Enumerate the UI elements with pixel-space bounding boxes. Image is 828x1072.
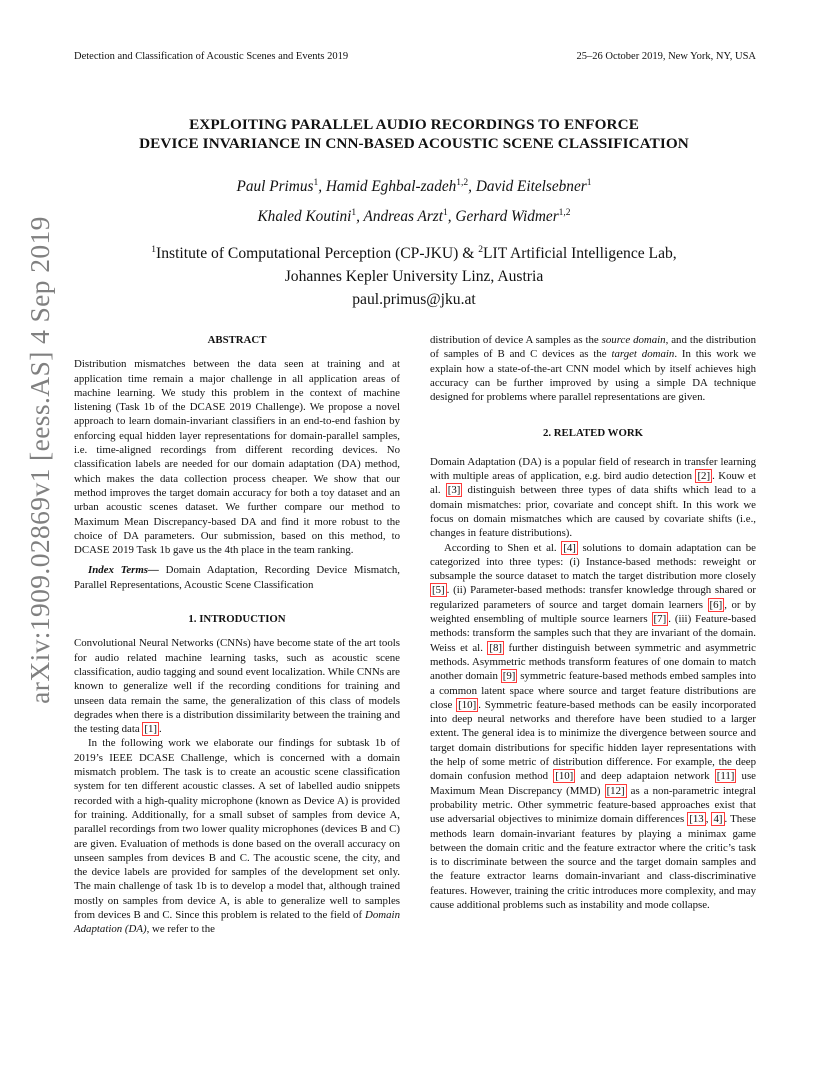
text-run: distinguish between three types of data shifts which lead to a domain mismatches: prior, covariate and concept shift. In this work we focus on domain mismatches which are caused by covariate shifts (i.e., changes in feature distributions). <box>430 484 756 540</box>
affil-sup: 2 <box>478 245 484 255</box>
text-run: Domain Adaptation (DA) <box>74 908 400 936</box>
author-affil-sup: 1 <box>442 208 448 219</box>
author-affil-sup: 1,2 <box>558 208 571 219</box>
citation-link[interactable]: [12] <box>606 784 625 797</box>
citation-link[interactable]: [6] <box>709 598 723 611</box>
text-run: . Symmetric feature-based methods can be easily incorporated into deep neural networks and therefore have been studied to a larger extent. The general idea is to minimize the divergence between source and target domain distributions for specific hidden layer representations with the help of some metric of distribution difference. For example, the deep domain confusion method <box>430 698 756 783</box>
index-terms-label: Index Terms— <box>88 564 159 577</box>
related-work-heading: 2. RELATED WORK <box>542 427 644 440</box>
citation-link[interactable]: [13 <box>689 813 704 826</box>
left-column <box>74 333 400 937</box>
author-affil-sup: 1 <box>586 178 592 188</box>
affiliation-line-1 <box>0 239 828 265</box>
affil-institute-2: LIT Artificial Intelligence Lab, <box>483 245 677 263</box>
col2-paragraph-0 <box>430 333 756 404</box>
text-run: According to Shen et al. <box>444 541 562 554</box>
affil-sup: 1 <box>151 245 157 255</box>
text-run: , or by weighted ensembling of multiple source learners <box>430 598 756 626</box>
citation-link[interactable]: [9] <box>502 670 516 683</box>
citation-link[interactable]: 4] <box>713 813 723 826</box>
author-email[interactable]: paul.primus@jku.at <box>352 291 476 309</box>
text-run: . In this work we explain how a state-of-the-art CNN model which by itself achieves high accuracy can be further improved by using a simple DA technique designed for problems where parallel representations are given. <box>430 348 756 404</box>
citation-link[interactable]: [10] <box>458 698 477 711</box>
author-affil-sup: 1 <box>351 208 357 219</box>
citation-link[interactable]: [3] <box>447 484 461 497</box>
text-run: . (iii) Feature-based methods: transform the samples such that they are invariant of the domain. Weiss et al. <box>430 613 756 654</box>
index-terms-text: Domain Adaptation, Recording Device Mismatch, Parallel Representations, Acoustic Scene Classification <box>74 564 400 591</box>
related-paragraph-1 <box>430 455 756 541</box>
citation-link[interactable]: [1] <box>144 723 158 736</box>
right-column <box>430 333 756 912</box>
index-terms <box>74 563 400 592</box>
text-run: . (ii) Parameter-based methods: transfer knowledge through shared or regularized parameters of source and target domain learners <box>430 584 756 611</box>
intro-paragraph-2 <box>74 736 400 936</box>
citation-link[interactable]: [2] <box>697 470 711 483</box>
text-run: . These methods learn domain-invariant features by playing a minimax game between the domain critic and the feature extractor where the critic’s task is to discriminate between the source and the target domain samples and the feature extractor learns domain-invariant and class-discriminative features. However, training the critic introduces more complexity, and may cause additional problems such as instability and mode collapse. <box>430 813 756 911</box>
related-paragraph-2 <box>430 541 756 913</box>
author-affil-sup: 1,2 <box>456 178 469 188</box>
affiliation-line-2: Johannes Kepler University Linz, Austria <box>284 268 544 286</box>
intro-heading: 1. INTRODUCTION <box>188 613 286 626</box>
text-run: . <box>159 723 162 736</box>
citation-link[interactable]: [10] <box>555 770 574 783</box>
text-run: target domain <box>611 348 675 361</box>
author-name: Khaled Koutini <box>257 208 352 226</box>
title-line-2: DEVICE INVARIANCE IN CNN-BASED ACOUSTIC SCENE CLASSIFICATION <box>139 135 689 152</box>
text-run: as a non-parametric integral probability metric. Other symmetric feature-based approaches exist that use adversarial objectives to minimize domain differences <box>430 784 756 826</box>
text-run: , we refer to the <box>146 923 215 936</box>
text-run: further distinguish between symmetric and asymmetric methods. Asymmetric methods transform features of one domain to match another domain <box>430 641 756 683</box>
title-line-1: EXPLOITING PARALLEL AUDIO RECORDINGS TO ENFORCE <box>189 116 639 133</box>
text-run: Convolutional Neural Networks (CNNs) have become state of the art tools for audio related machine learning tasks, such as acoustic scene classification, audio tagging and sound event localization. While CNNs are known to generalize well if the recording conditions for training and unseen data remain the same, the generalization of this class of models degrades when there is a distribution dissimilarity between the training and the testing data <box>74 637 400 736</box>
abstract-heading: ABSTRACT <box>207 334 267 346</box>
abstract-text: Distribution mismatches between the data seen at training and at application time remain a major challenge in all application areas of machine learning. We study this problem in the context of machine listening (Task 1b of the DCASE 2019 Challenge). We propose a novel approach to learn domain-invariant classifiers in an end-to-end fashion by enforcing equal hidden layer representations for domain-parallel samples, i.e. time-aligned recordings from different recording devices. No classification labels are needed for our domain adaptation (DA) method, which makes the data collection process cheaper. We show that our method improves the target domain accuracy for both a toy dataset and an urban acoustic scenes dataset. We further compare our method to Maximum Mean Discrepancy-based DA and find it more robust to the choice of DA parameters. Our submission, based on this method, to DCASE 2019 Task 1b gave us the 4th place in the team ranking. <box>74 358 400 557</box>
author-name: Paul Primus <box>236 178 314 196</box>
text-run: In the following work we elaborate our findings for subtask 1b of 2019’s IEEE DCASE Challenge, which is concerned with a domain mismatch problem. The task is to create an acoustic scene classification system for ten different acoustic classes. A set of labelled audio snippets recorded with a high-quality microphone (known as Device A) is provided for training. Additionally, for a small subset of samples from device A, parallel recordings from two lower quality microphones (devices B and C) are given. Evaluation of methods is done based on the overall accuracy on unseen samples from devices B and C. The acoustic scene, the city, and the device labels are provided for samples of the development set only. The main challenge of task 1b is to develop a model that, although trained mostly on samples from device A, is able to generalize well to samples from devices B and C. Since this problem is related to the field of <box>74 737 400 921</box>
author-name: David Eitelsebner <box>475 178 587 196</box>
citation-link[interactable]: [4] <box>563 541 576 554</box>
author-line-1: Paul Primus$^1$, Hamid Eghbal-zadeh$^{1,2}$, David Eitelsebner$^1$ <box>236 178 592 196</box>
text-run: source domain <box>601 334 666 346</box>
arxiv-watermark: arXiv:1909.02869v1 [eess.AS] 4 Sep 2019 <box>24 216 55 704</box>
author-list <box>0 170 828 230</box>
text-run: , and the distribution of samples of B and C devices as the <box>430 334 756 361</box>
affiliations <box>0 239 828 311</box>
author-name: Hamid Eghbal-zadeh <box>325 178 457 196</box>
citation-link[interactable]: [11] <box>716 770 735 783</box>
text-run: . Kouw et al. <box>430 470 756 497</box>
text-run: distribution of device A samples as the <box>430 334 602 346</box>
citation-link[interactable]: [5] <box>432 584 445 597</box>
text-run: symmetric feature-based methods embed samples into a common latent space where source and target feature distributions are close <box>430 670 757 711</box>
author-name: Gerhard Widmer <box>455 208 559 226</box>
text-run: Domain Adaptation (DA) is a popular field of research in transfer learning with multiple areas of application, e.g. bird audio detection <box>430 455 756 483</box>
affil-institute-1: Institute of Computational Perception (CP-JKU) & <box>156 245 479 263</box>
text-run: , <box>705 813 712 826</box>
running-header-left: Detection and Classification of Acoustic Scenes and Events 2019 <box>74 51 349 62</box>
citation-link[interactable]: [7] <box>653 613 667 626</box>
text-run: and deep adaptaion network <box>575 770 715 783</box>
intro-paragraph-1 <box>74 636 400 736</box>
citation-link[interactable]: [8] <box>489 641 503 654</box>
text-run: solutions to domain adaptation can be categorized into three types: (i) Instance-based methods: reweight or subsample the source dataset to match the target distribution more closely <box>430 541 756 583</box>
running-header-right: 25–26 October 2019, New York, NY, USA <box>576 51 756 62</box>
author-name: Andreas Arzt <box>363 208 443 226</box>
paper-title <box>0 115 828 153</box>
text-run: use Maximum Mean Discrepancy (MMD) <box>430 770 756 797</box>
author-affil-sup: 1 <box>313 178 319 188</box>
author-line-2: Khaled Koutini$^1$, Andreas Arzt$^1$, Gerhard Widmer$^{1,2}$ <box>257 208 571 226</box>
